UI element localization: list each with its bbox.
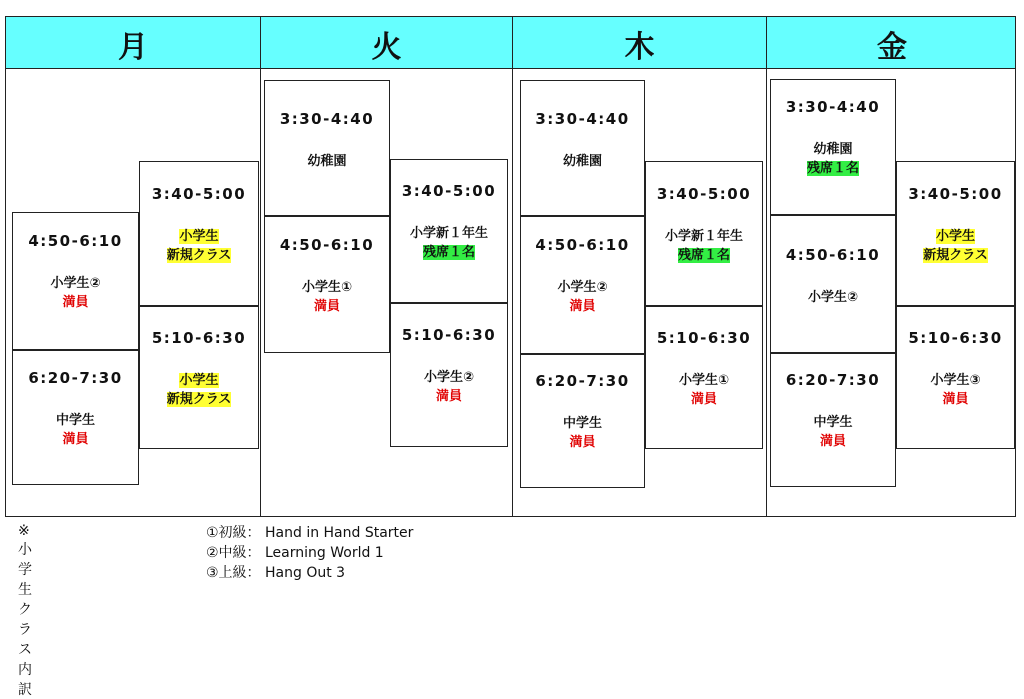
class-label: 小学生 <box>179 373 219 388</box>
class-label: 小学生② <box>50 276 101 291</box>
class-status-badge: 新規クラス <box>166 392 232 407</box>
class-status-badge: 新規クラス <box>166 248 232 263</box>
class-slot-tue-left-1 <box>264 80 390 216</box>
class-status-badge: 満員 <box>569 299 596 314</box>
class-label: 小学生① <box>301 280 352 295</box>
class-slot-mon-left-2 <box>12 350 139 485</box>
weekly-timetable <box>5 16 1016 517</box>
class-label: 小学生① <box>678 373 729 388</box>
class-slot-thu-right-2 <box>645 306 763 449</box>
class-time: 5:10-6:30 <box>151 329 247 347</box>
class-label: 幼稚園 <box>813 142 853 157</box>
class-time: 5:10-6:30 <box>656 329 752 347</box>
class-slot-tue-left-2 <box>264 216 390 353</box>
class-label: 小学新１年生 <box>664 229 743 244</box>
column-divider <box>260 69 261 517</box>
legend-title: ※小学生クラス内訳 <box>18 523 32 698</box>
class-time: 3:40-5:00 <box>908 185 1003 203</box>
class-time: 6:20-7:30 <box>535 372 630 390</box>
class-time: 4:50-6:10 <box>785 246 881 264</box>
class-slot-mon-right-1 <box>139 161 259 306</box>
class-status-badge: 残席１名 <box>422 245 475 260</box>
class-time: 3:40-5:00 <box>656 185 752 203</box>
class-time: 4:50-6:10 <box>279 236 375 254</box>
legend-item-advanced: ③上級： Hang Out 3 <box>206 565 346 581</box>
class-label: 小学生② <box>557 280 608 295</box>
class-time: 3:30-4:40 <box>279 110 375 128</box>
class-time: 5:10-6:30 <box>401 326 497 344</box>
class-label: 小学新１年生 <box>409 226 488 241</box>
class-time: 3:30-4:40 <box>535 110 630 128</box>
class-slot-thu-left-3 <box>520 354 645 488</box>
class-status-badge: 満員 <box>942 392 969 407</box>
column-divider <box>512 69 513 517</box>
class-status-badge: 満員 <box>62 432 89 447</box>
day-header-fri: 金 <box>877 29 907 65</box>
class-slot-thu-right-1 <box>645 161 763 306</box>
class-status-badge: 残席１名 <box>806 161 859 176</box>
class-status-badge: 満員 <box>313 299 340 314</box>
class-label: 中学生 <box>562 416 602 431</box>
class-time: 3:40-5:00 <box>401 182 497 200</box>
class-status-badge: 満員 <box>690 392 717 407</box>
class-slot-fri-left-3 <box>770 353 896 487</box>
legend-items <box>206 523 606 583</box>
class-slot-tue-right-1 <box>390 159 508 303</box>
class-slot-mon-left-1 <box>12 212 139 350</box>
legend-item-intermediate: ②中級： Learning World 1 <box>206 545 384 561</box>
class-status-badge: 満員 <box>62 295 89 310</box>
class-label: 幼稚園 <box>307 154 347 169</box>
class-label: 小学生 <box>179 229 219 244</box>
class-time: 6:20-7:30 <box>28 369 123 387</box>
class-label: 小学生② <box>807 290 858 305</box>
class-label: 中学生 <box>55 413 95 428</box>
day-header-tue: 火 <box>261 17 513 70</box>
class-time: 4:50-6:10 <box>535 236 630 254</box>
day-header-mon: 月 <box>6 17 261 70</box>
class-status-badge: 残席１名 <box>677 248 730 263</box>
class-slot-thu-left-2 <box>520 216 645 354</box>
class-time: 5:10-6:30 <box>908 329 1003 347</box>
class-slot-fri-right-2 <box>896 306 1015 449</box>
class-label: 小学生③ <box>930 373 981 388</box>
day-header-thu: 木 <box>513 17 767 70</box>
legend-item-beginner: ①初級： Hand in Hand Starter <box>206 525 414 541</box>
class-time: 4:50-6:10 <box>28 232 123 250</box>
class-slot-tue-right-2 <box>390 303 508 447</box>
class-time: 3:30-4:40 <box>785 98 881 116</box>
class-label: 小学生 <box>935 229 975 244</box>
class-status-badge: 満員 <box>819 434 846 449</box>
class-slot-fri-left-2 <box>770 215 896 353</box>
class-time: 6:20-7:30 <box>785 371 881 389</box>
class-status-badge: 新規クラス <box>923 248 988 263</box>
class-slot-mon-right-2 <box>139 306 259 449</box>
class-time: 3:40-5:00 <box>151 185 247 203</box>
class-label: 小学生② <box>423 370 474 385</box>
day-header-row <box>5 16 1016 69</box>
class-slot-thu-left-1 <box>520 80 645 216</box>
class-status-badge: 満員 <box>569 435 596 450</box>
class-slot-fri-right-1 <box>896 161 1015 306</box>
class-label: 中学生 <box>813 415 853 430</box>
column-divider <box>766 69 767 517</box>
class-slot-fri-left-1 <box>770 79 896 215</box>
class-label: 幼稚園 <box>562 154 602 169</box>
class-status-badge: 満員 <box>435 389 462 404</box>
